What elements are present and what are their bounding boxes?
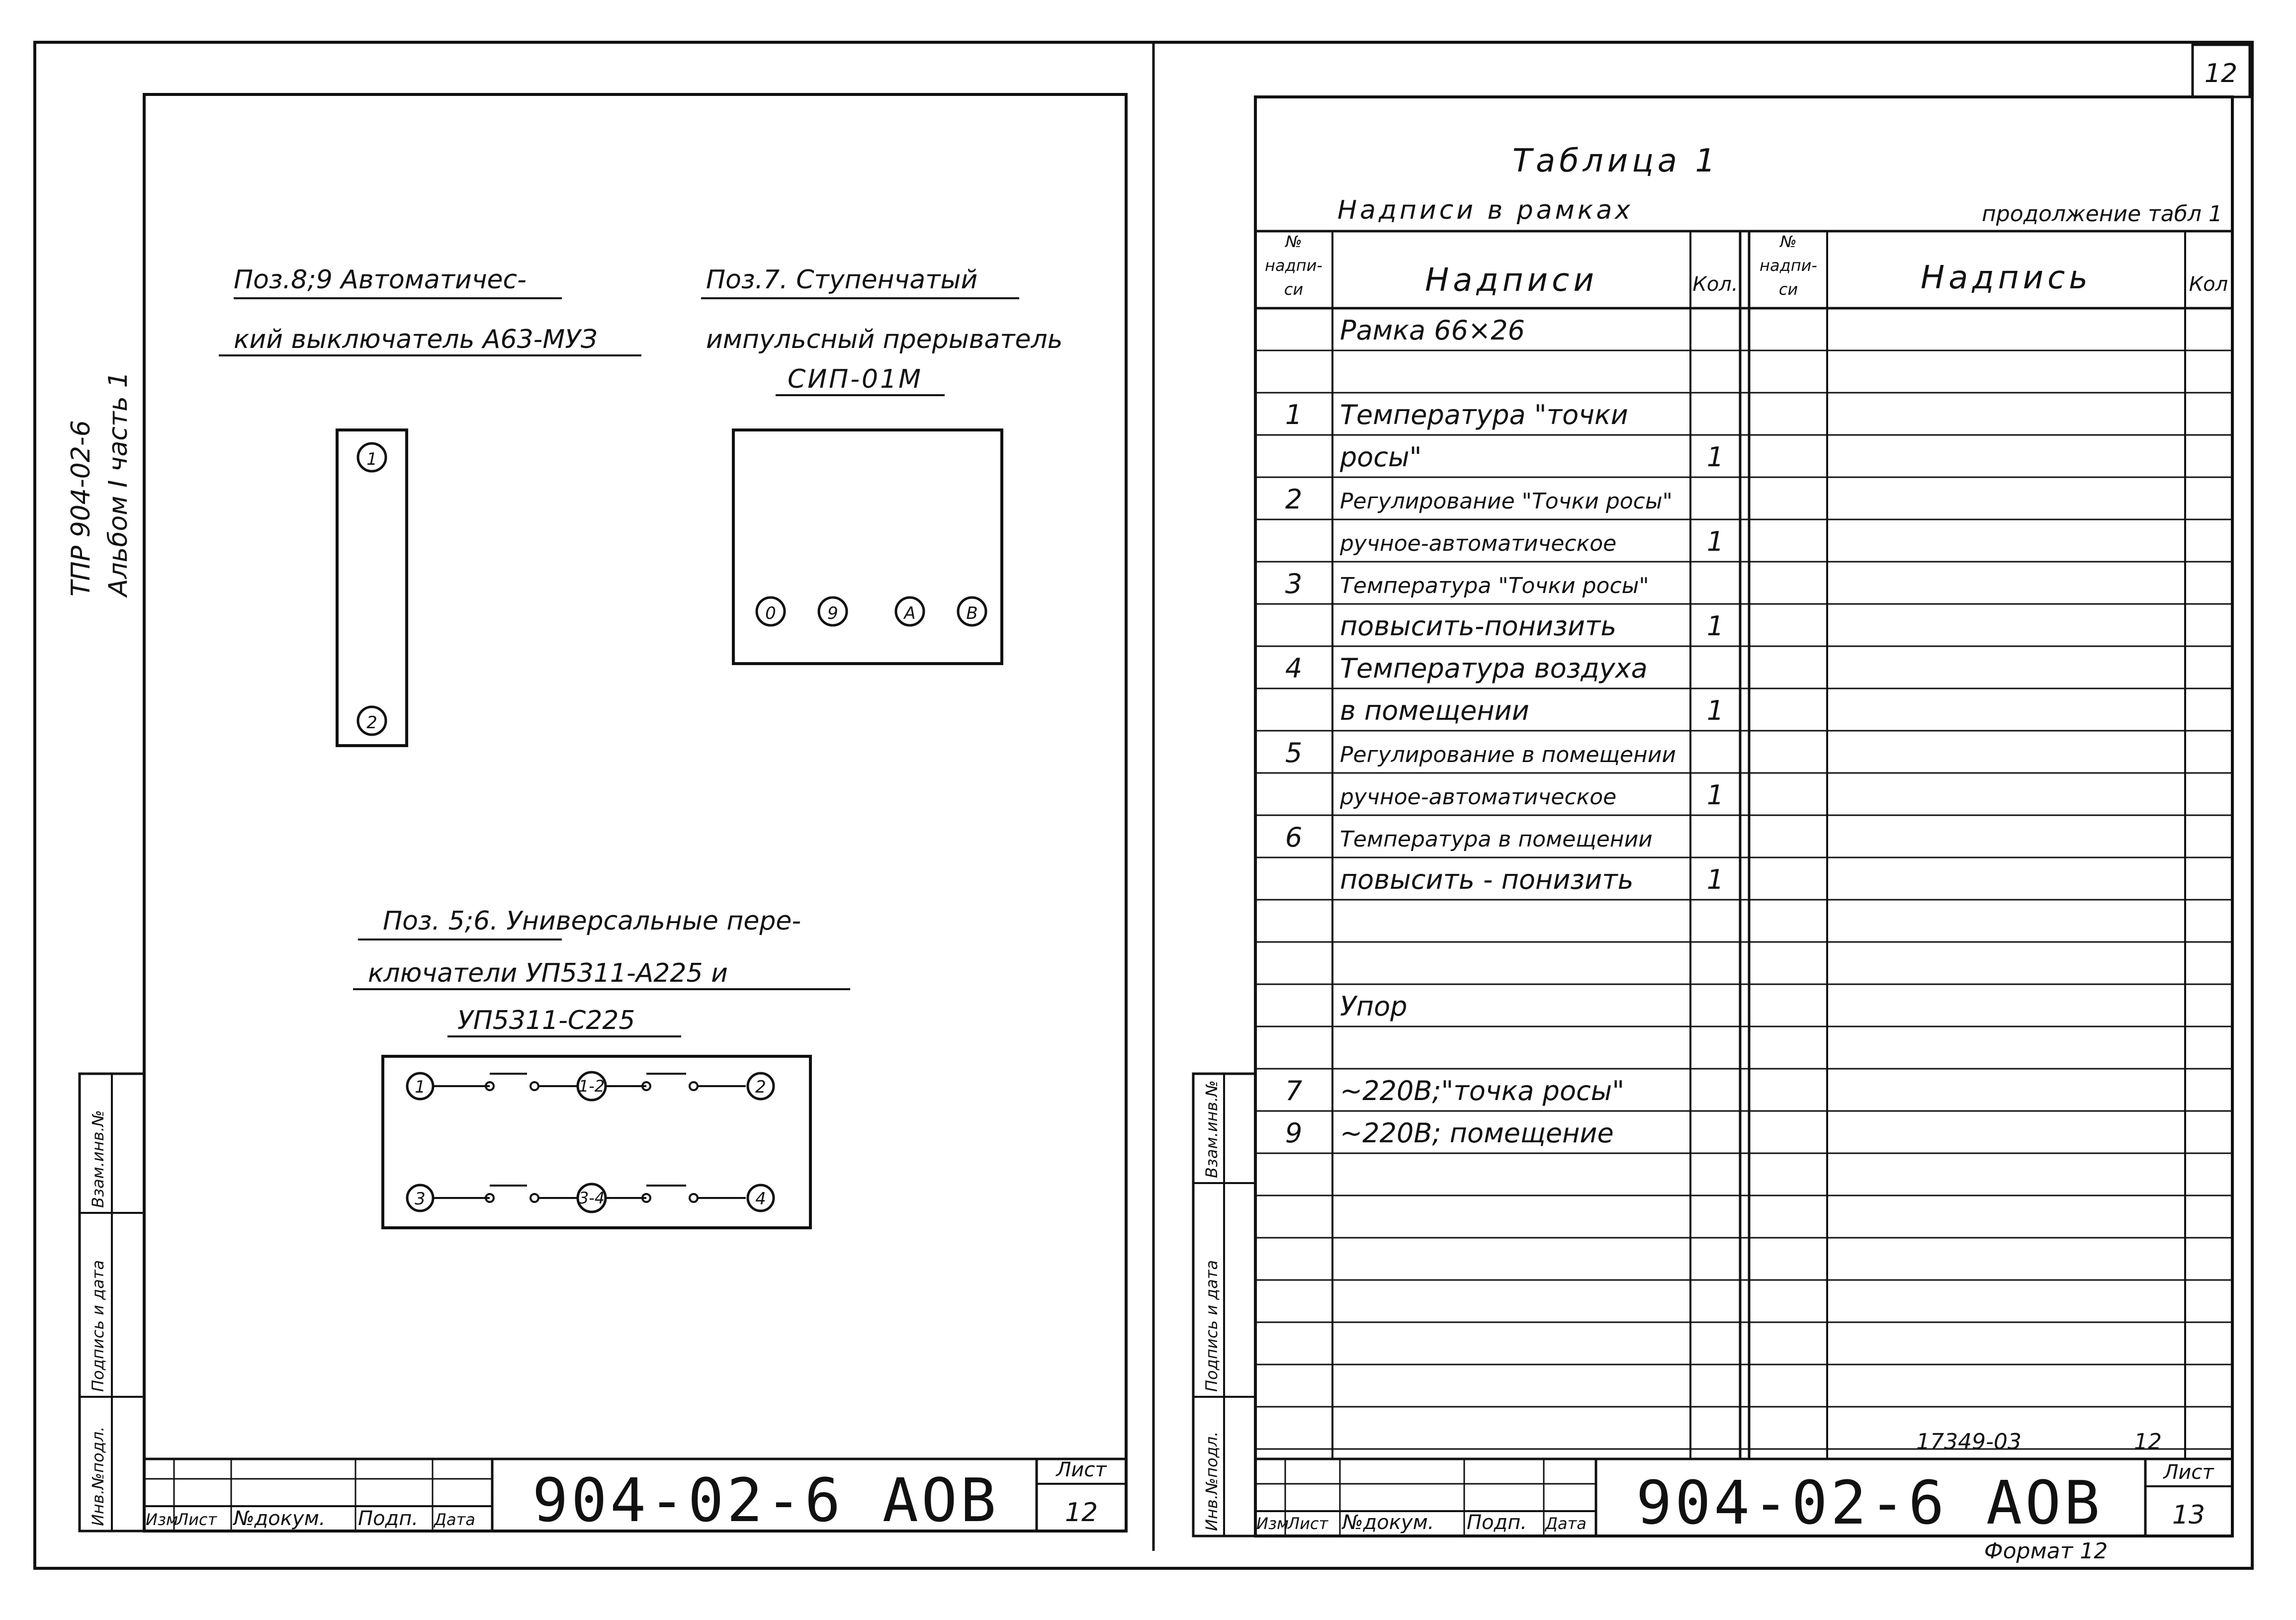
- row-qty: 1: [1706, 610, 1724, 642]
- switch-term-2: 2: [755, 1077, 766, 1097]
- switch-term-3: 3: [415, 1189, 426, 1209]
- svg-text:кий выключатель А63-МУЗ: кий выключатель А63-МУЗ: [234, 325, 598, 354]
- left-side-stamp: [80, 1074, 144, 1531]
- header-inscription-2: Надпись: [1921, 259, 2092, 296]
- switch-term-1-2: 1-2: [578, 1077, 605, 1096]
- right-sheet-number: 13: [2172, 1500, 2206, 1530]
- svg-text:СИП-01М: СИП-01М: [787, 364, 923, 394]
- right-sheet: [1193, 97, 2232, 1564]
- row-number: 1: [1285, 399, 1303, 430]
- row-inscription: Температура воздуха: [1340, 653, 1648, 684]
- table-subtitle-right: продолжение табл 1: [1981, 201, 2222, 227]
- bottom-ref-page: 12: [2134, 1429, 2162, 1454]
- svg-text:№: №: [1780, 232, 1797, 251]
- switch-term-1: 1: [415, 1077, 426, 1097]
- svg-text:си: си: [1284, 280, 1304, 299]
- svg-text:Дата: Дата: [1545, 1514, 1587, 1533]
- row-number: 6: [1285, 822, 1303, 853]
- inscriptions-table: [1255, 231, 2232, 1459]
- svg-text:УП5311-С225: УП5311-С225: [457, 1006, 635, 1035]
- svg-text:Лист: Лист: [2163, 1461, 2214, 1484]
- interrupter-term-0: 0: [765, 603, 776, 623]
- interrupter-term-b: B: [966, 603, 978, 623]
- header-qty-2: Кол: [2189, 273, 2228, 296]
- left-sheet-number: 12: [1064, 1498, 1098, 1528]
- row-qty: 1: [1706, 695, 1724, 726]
- svg-text:Поз. 5;6. Универсальные пере-: Поз. 5;6. Универсальные пере-: [383, 906, 801, 936]
- side-stamp-inv-r: Инв.№подл.: [1202, 1431, 1221, 1531]
- table-title: Таблица 1: [1512, 143, 1720, 179]
- row-inscription: Температура "Точки росы": [1340, 573, 1649, 598]
- svg-text:Подп.: Подп.: [1467, 1511, 1527, 1534]
- table-row: [1285, 484, 1673, 515]
- row-number: 2: [1285, 484, 1303, 515]
- page-number: 12: [2204, 59, 2238, 88]
- svg-text:надпи-: надпи-: [1760, 256, 1817, 275]
- svg-text:Лист: Лист: [177, 1510, 217, 1529]
- right-side-stamp: [1193, 1074, 1255, 1536]
- table-subtitle-left: Надписи в рамках: [1337, 195, 1633, 225]
- row-inscription: ручное-автоматическое: [1340, 531, 1617, 556]
- row-qty: 1: [1706, 526, 1724, 557]
- table-row: [1285, 399, 1628, 430]
- side-stamp-sign: Подпись и дата: [88, 1260, 107, 1392]
- switch-panel: [383, 1056, 810, 1228]
- breaker-term-1: 1: [366, 449, 377, 469]
- interrupter-term-9: 9: [827, 603, 838, 623]
- right-title-block: [1255, 1459, 2232, 1564]
- format-label: Формат 12: [1984, 1538, 2108, 1564]
- table-rows: [1285, 315, 1724, 1149]
- switch-term-3-4: 3-4: [578, 1189, 605, 1207]
- table-row: [1285, 1117, 1614, 1149]
- table-row: [1285, 653, 1648, 684]
- side-title-line2: Альбом I часть 1: [103, 371, 133, 597]
- table-row: [1339, 441, 1724, 473]
- bottom-ref: 17349-03: [1916, 1429, 2022, 1454]
- row-qty: 1: [1706, 864, 1724, 895]
- row-number: 7: [1285, 1075, 1303, 1107]
- table-row: [1340, 315, 1525, 346]
- interrupter-term-a: A: [904, 603, 916, 623]
- switch-term-4: 4: [755, 1189, 766, 1209]
- breaker-term-2: 2: [366, 713, 377, 733]
- right-sheet-code: 904-02-6 АОВ: [1636, 1469, 2103, 1538]
- svg-text:Изм: Изм: [146, 1510, 178, 1529]
- pos56-caption: [353, 906, 850, 1036]
- table-row: [1285, 568, 1649, 599]
- row-qty: 1: [1706, 441, 1724, 473]
- svg-text:Лист: Лист: [1056, 1458, 1107, 1481]
- side-title-line1: ТПР 904-02-6: [66, 420, 96, 597]
- interrupter-panel: [733, 430, 1002, 664]
- svg-text:Лист: Лист: [1288, 1514, 1328, 1533]
- svg-text:Подп.: Подп.: [358, 1507, 419, 1530]
- svg-text:надпи-: надпи-: [1265, 256, 1323, 275]
- row-number: 9: [1285, 1117, 1303, 1149]
- side-stamp-sign-r: Подпись и дата: [1202, 1260, 1221, 1392]
- row-inscription: Регулирование "Точки росы": [1340, 489, 1673, 514]
- svg-text:ключатели УП5311-А225 и: ключатели УП5311-А225 и: [368, 958, 728, 988]
- svg-text:си: си: [1778, 280, 1798, 299]
- row-inscription: Рамка 66×26: [1340, 315, 1525, 346]
- row-number: 4: [1285, 653, 1303, 684]
- table-row-lines: [1255, 350, 2232, 1449]
- table-row: [1339, 779, 1724, 811]
- left-sheet: [66, 94, 1126, 1535]
- svg-text:Дата: Дата: [434, 1510, 475, 1529]
- row-inscription: ~220В;"точка росы": [1340, 1075, 1625, 1107]
- row-inscription: Температура "точки: [1340, 399, 1628, 430]
- header-qty: Кол.: [1692, 273, 1738, 296]
- row-number: 3: [1285, 568, 1303, 599]
- row-inscription: повысить - понизить: [1340, 864, 1634, 895]
- left-title-block: [144, 1458, 1126, 1535]
- svg-text:№докум.: №докум.: [234, 1507, 326, 1530]
- table-row: [1340, 991, 1408, 1022]
- row-qty: 1: [1706, 779, 1724, 811]
- row-inscription: в помещении: [1340, 695, 1529, 726]
- svg-text:Изм: Изм: [1256, 1514, 1289, 1533]
- pos89-caption: [219, 265, 641, 355]
- side-stamp-replace: Взам.инв.№: [88, 1110, 107, 1208]
- svg-text:№: №: [1285, 232, 1302, 251]
- row-inscription: Регулирование в помещении: [1340, 742, 1676, 767]
- side-stamp-replace-r: Взам.инв.№: [1202, 1080, 1221, 1178]
- table-row: [1285, 737, 1676, 768]
- row-inscription: росы": [1340, 441, 1422, 473]
- row-inscription: Температура в помещении: [1340, 827, 1653, 852]
- row-inscription: ~220В; помещение: [1340, 1117, 1614, 1149]
- svg-text:импульсный прерыватель: импульсный прерыватель: [706, 325, 1063, 354]
- svg-text:Поз.7. Ступенчатый: Поз.7. Ступенчатый: [706, 265, 978, 295]
- row-inscription: повысить-понизить: [1340, 610, 1617, 642]
- breaker-panel: [337, 430, 407, 746]
- left-sheet-code: 904-02-6 АОВ: [532, 1466, 999, 1535]
- row-number: 5: [1285, 737, 1303, 768]
- table-row: [1340, 864, 1724, 895]
- row-inscription: ручное-автоматическое: [1340, 784, 1617, 810]
- table-row: [1340, 610, 1724, 642]
- header-inscriptions: Надписи: [1425, 262, 1598, 299]
- table-row: [1285, 822, 1653, 853]
- svg-text:Поз.8;9 Автоматичес-: Поз.8;9 Автоматичес-: [234, 265, 527, 295]
- left-inner-frame: [144, 94, 1126, 1531]
- table-row: [1285, 1075, 1624, 1107]
- table-row: [1339, 526, 1724, 557]
- svg-text:№докум.: №докум.: [1342, 1511, 1434, 1534]
- side-stamp-inv: Инв.№подл.: [88, 1426, 107, 1526]
- pos7-caption: [701, 265, 1062, 395]
- right-inner-frame: [1255, 97, 2232, 1536]
- row-inscription: Упор: [1340, 991, 1408, 1022]
- table-row: [1340, 695, 1724, 726]
